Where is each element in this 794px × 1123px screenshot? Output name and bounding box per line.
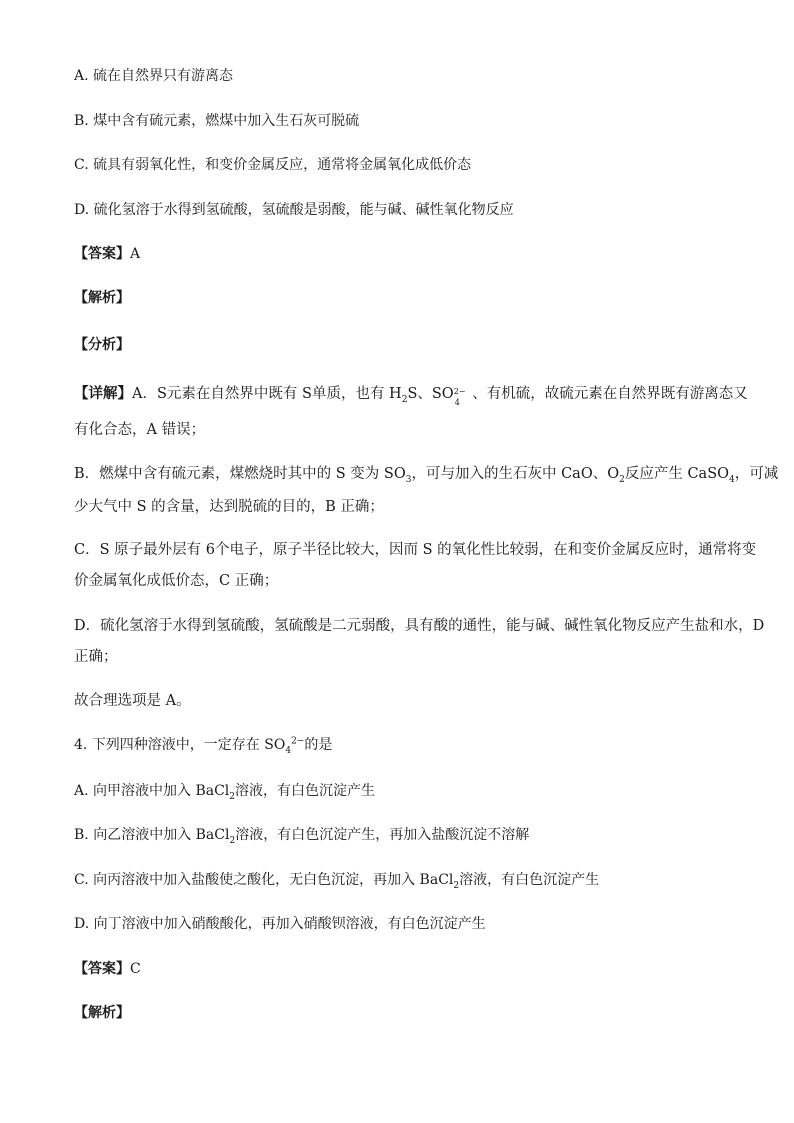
detail-label: 【详解】 <box>74 385 132 402</box>
q4-so4-subscript: 4 <box>285 745 292 756</box>
q4-stem <box>74 736 332 754</box>
q3-conclusion: 故合理选项是 A。 <box>74 693 191 709</box>
detail-a-text-1: A．S元素在自然界中既有 S单质，也有 H <box>132 386 402 402</box>
q4-option-c-text-2: 溶液，有白色沉淀产生 <box>459 872 600 888</box>
q3-option-c: C. 硫具有弱氧化性，和变价金属反应，通常将金属氧化成低价态 <box>74 157 472 173</box>
so4-subscript: 4 <box>454 398 460 407</box>
q4-option-b-subscript: 2 <box>229 835 236 846</box>
detail-b-text-1: B．燃煤中含有硫元素，煤燃烧时其中的 S 变为 SO <box>74 466 406 482</box>
so4-superscript: 2− <box>453 387 466 396</box>
detail-a-text-3: 、有机硫，故硫元素在自然界既有游离态又 <box>467 386 748 402</box>
answer-value: A <box>130 246 141 262</box>
q4-option-c <box>74 871 599 889</box>
so3-subscript: 3 <box>405 474 412 485</box>
q3-detail-b-line2: 少大气中 S 的含量，达到脱硫的目的，B 正确； <box>74 499 384 515</box>
q4-answer-label: 【答案】 <box>74 961 130 977</box>
q3-detail-d-line2: 正确； <box>74 649 118 665</box>
detail-b-text-3: 反应产生 CaSO <box>624 466 730 482</box>
q4-option-c-text-1: C. 向丙溶液中加入盐酸使之酸化，无白色沉淀，再加入 BaCl <box>74 872 454 888</box>
q3-option-b: B. 煤中含有硫元素，燃煤中加入生石灰可脱硫 <box>74 113 360 129</box>
q4-option-a-subscript: 2 <box>229 791 236 802</box>
h2s-subscript: 2 <box>401 394 408 405</box>
q3-answer <box>74 245 140 263</box>
detail-b-text-2: ，可与加入的生石灰中 CaO、O <box>411 466 620 482</box>
q4-option-b <box>74 826 529 844</box>
q3-detail-d-line1: D．硫化氢溶于水得到氢硫酸，氢硫酸是二元弱酸，具有酸的通性，能与碱、碱性氧化物反应产生盐和水，D <box>74 618 765 634</box>
q4-option-b-text-1: B. 向乙溶液中加入 BaCl <box>74 827 230 843</box>
q3-option-a: A. 硫在自然界只有游离态 <box>74 68 234 84</box>
q4-stem-text-1: 4. 下列四种溶液中，一定存在 SO <box>74 737 286 753</box>
q3-detail-c-line1: C．S 原子最外层有 6个电子，原子半径比较大，因而 S 的氧化性比较弱，在和变价金属反应时，通常将变 <box>74 542 757 558</box>
q4-answer <box>74 960 141 978</box>
q3-detail-a-line1 <box>74 385 748 407</box>
q4-answer-value: C <box>130 961 141 977</box>
q4-analysis-label: 【解析】 <box>74 1005 130 1021</box>
q3-detail-a-line2: 有化合态，A 错误； <box>74 422 206 438</box>
q4-option-a-text-2: 溶液，有白色沉淀产生 <box>235 783 376 799</box>
q3-detail-b-line1 <box>74 465 778 483</box>
so4-ion-script <box>453 387 468 407</box>
q4-option-a <box>74 782 375 800</box>
o2-subscript: 2 <box>619 474 625 485</box>
q4-option-a-text-1: A. 向甲溶液中加入 BaCl <box>74 783 230 799</box>
q4-option-d: D. 向丁溶液中加入硝酸酸化，再加入硝酸钡溶液，有白色沉淀产生 <box>74 916 486 932</box>
detail-b-text-4: ，可减 <box>734 466 779 482</box>
q4-stem-text-2: 的是 <box>304 737 333 753</box>
answer-label: 【答案】 <box>74 246 130 262</box>
q4-option-b-text-2: 溶液，有白色沉淀产生，再加入盐酸沉淀不溶解 <box>235 827 530 843</box>
caso4-subscript: 4 <box>729 474 735 485</box>
q4-option-c-subscript: 2 <box>453 880 460 891</box>
q3-fenxi-label: 【分析】 <box>74 337 130 353</box>
q4-so4-superscript: 2− <box>291 736 305 747</box>
detail-a-text-2: S、SO <box>407 386 454 402</box>
q3-analysis-label: 【解析】 <box>74 290 130 306</box>
q3-detail-c-line2: 价金属氧化成低价态，C 正确； <box>74 573 279 589</box>
q3-option-d: D. 硫化氢溶于水得到氢硫酸，氢硫酸是弱酸，能与碱、碱性氧化物反应 <box>74 202 514 218</box>
